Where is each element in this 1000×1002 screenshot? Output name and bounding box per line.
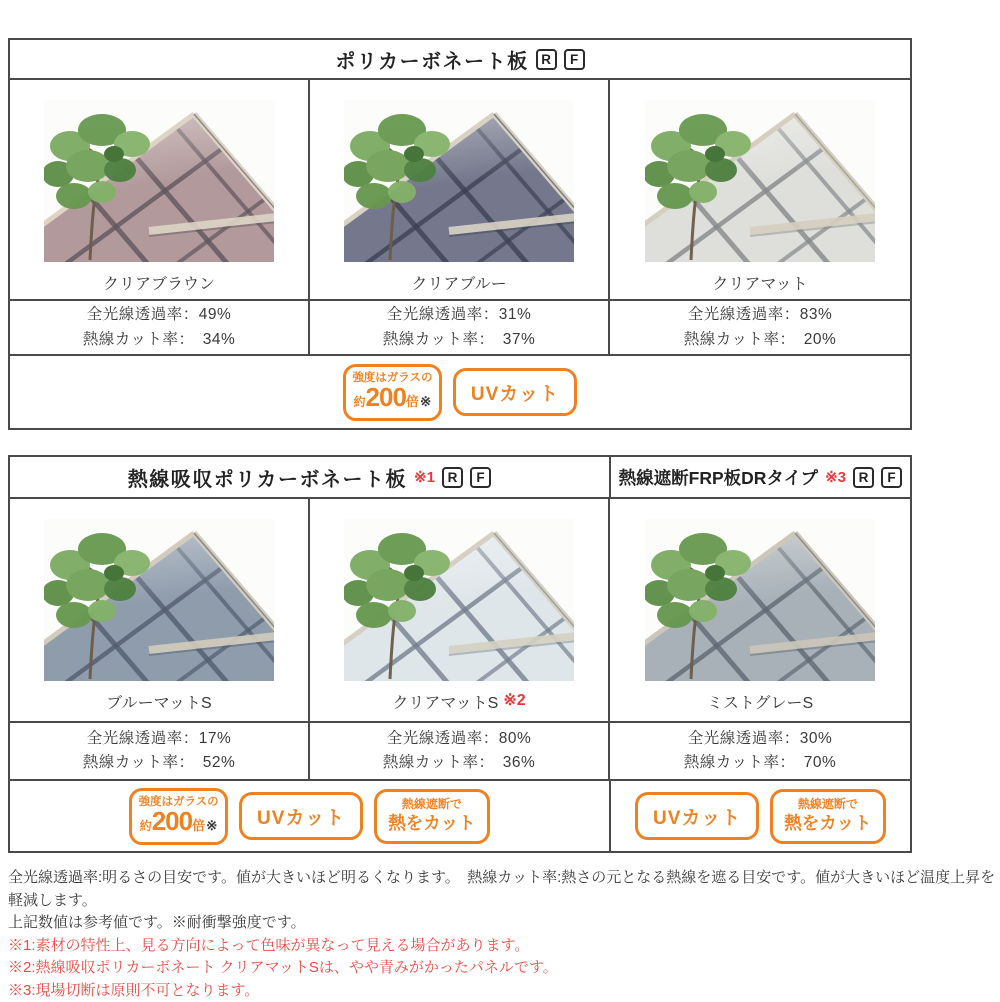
footer-note-line: 全光線透過率:明るさの目安です。値が大きいほど明るくなります。 熱線カット率:熱さの元となる熱線を遮る目安です。値が大きいほど温度上昇を軽減します。 xyxy=(8,867,998,912)
table1-image-row xyxy=(10,80,910,299)
footer-note-line-2: ※2:熱線吸収ポリカーボネート クリアマットSは、やや青みがかったパネルです。 xyxy=(8,957,998,980)
product-cell-blue-matte-s xyxy=(10,499,310,721)
product-cell-clear-blue xyxy=(310,80,610,299)
transmission-value: 全光線透過率：31% xyxy=(387,303,532,327)
product-name-label: クリアブルー xyxy=(411,271,506,294)
strength-badge-line1: 強度はガラスの xyxy=(352,372,432,384)
table2-header-row xyxy=(10,457,910,499)
strength-badge-line1: 強度はガラスの xyxy=(138,796,218,808)
mark-f-badge: F xyxy=(881,467,902,488)
product-name-label: クリアマットS xyxy=(392,690,498,713)
section-header-heat-absorbing xyxy=(10,457,611,497)
product-name-label: クリアブラウン xyxy=(103,271,215,294)
mark-r-badge: R xyxy=(853,467,874,488)
heat-cut-badge xyxy=(770,789,885,844)
product-cell-clear-matte-s xyxy=(310,499,610,721)
strength-badge-note: ※ xyxy=(206,819,217,833)
product-photo-roof xyxy=(44,519,274,681)
section-title: ポリカーボネート板 xyxy=(335,45,528,74)
strength-badge-value: 200 xyxy=(152,808,192,835)
spec-cell xyxy=(610,723,910,779)
badge-group xyxy=(10,356,910,428)
spec-cell xyxy=(310,723,610,779)
footer-note-line-1: ※1:素材の特性上、見る方向によって色味が異なって見える場合があります。 xyxy=(8,935,998,958)
transmission-value: 全光線透過率：17% xyxy=(87,727,232,751)
badge-group-frp xyxy=(611,781,910,851)
transmission-value: 全光線透過率：49% xyxy=(87,303,232,327)
table1-header-row xyxy=(10,40,910,80)
product-photo-roof xyxy=(344,519,574,681)
product-photo-roof xyxy=(645,100,875,262)
strength-badge-value: 200 xyxy=(366,384,406,411)
footer-note-line: 上記数値は参考値です。※耐衝撃強度です。 xyxy=(8,912,998,935)
heat-badge-line2: 熱をカット xyxy=(388,812,475,835)
section-note: ※1 xyxy=(414,468,435,486)
product-name-label: ミストグレーS xyxy=(707,690,813,713)
product-cell-mist-gray-s xyxy=(610,499,910,721)
product-photo-roof xyxy=(44,100,274,262)
strength-badge xyxy=(343,364,442,421)
transmission-value: 全光線透過率：30% xyxy=(688,727,833,751)
heatcut-value: 熱線カット率： 36% xyxy=(383,751,536,775)
heat-absorbing-table xyxy=(8,455,912,853)
product-photo-roof xyxy=(344,100,574,262)
mark-r-badge: R xyxy=(442,467,463,488)
uv-cut-badge: UVカット xyxy=(239,792,363,840)
section-note: ※3 xyxy=(825,468,846,486)
table2-values-row xyxy=(10,721,910,779)
spec-cell xyxy=(610,301,910,354)
section-header-frp-dr xyxy=(611,457,910,497)
heat-badge-line1: 熱線遮断で xyxy=(798,797,858,813)
strength-badge-prefix: 約 xyxy=(140,820,152,833)
footer-note-line-3: ※3:現場切断は原則不可となります。 xyxy=(8,980,998,1002)
polycarbonate-table xyxy=(8,38,912,430)
table2-image-row xyxy=(10,499,910,721)
product-name-note: ※2 xyxy=(503,690,525,713)
uv-cut-badge: UVカット xyxy=(453,368,577,416)
transmission-value: 全光線透過率：83% xyxy=(688,303,833,327)
mark-f-badge: F xyxy=(564,49,585,70)
mark-f-badge: F xyxy=(470,467,491,488)
table2-badges-row xyxy=(10,779,910,851)
product-cell-clear-brown xyxy=(10,80,310,299)
product-name-label: クリアマット xyxy=(712,271,807,294)
spec-cell xyxy=(310,301,610,354)
spec-cell xyxy=(10,301,310,354)
heatcut-value: 熱線カット率： 70% xyxy=(684,751,837,775)
product-cell-clear-matte xyxy=(610,80,910,299)
heat-badge-line1: 熱線遮断で xyxy=(402,797,462,813)
product-photo-roof xyxy=(645,519,875,681)
footer-notes xyxy=(8,867,998,1002)
badge-group-heat-absorbing xyxy=(10,781,611,851)
strength-badge-suffix: 倍 xyxy=(406,395,419,409)
heatcut-value: 熱線カット率： 37% xyxy=(383,328,536,352)
heat-cut-badge xyxy=(374,789,489,844)
table1-values-row xyxy=(10,299,910,354)
strength-badge-suffix: 倍 xyxy=(192,819,205,833)
transmission-value: 全光線透過率：80% xyxy=(387,727,532,751)
spec-cell xyxy=(10,723,310,779)
section-title: 熱線遮断FRP板DRタイプ xyxy=(619,465,818,490)
product-name-label: ブルーマットS xyxy=(106,690,211,713)
heatcut-value: 熱線カット率： 20% xyxy=(684,328,837,352)
mark-r-badge: R xyxy=(536,49,557,70)
strength-badge-note: ※ xyxy=(420,395,431,409)
table1-badges-row xyxy=(10,354,910,428)
section-header-polycarbonate xyxy=(10,40,910,78)
strength-badge xyxy=(129,788,228,845)
section-title: 熱線吸収ポリカーボネート板 xyxy=(128,463,407,492)
strength-badge-prefix: 約 xyxy=(354,396,366,409)
heatcut-value: 熱線カット率： 34% xyxy=(83,328,236,352)
uv-cut-badge: UVカット xyxy=(635,792,759,840)
heat-badge-line2: 熱をカット xyxy=(784,812,871,835)
heatcut-value: 熱線カット率： 52% xyxy=(83,751,236,775)
